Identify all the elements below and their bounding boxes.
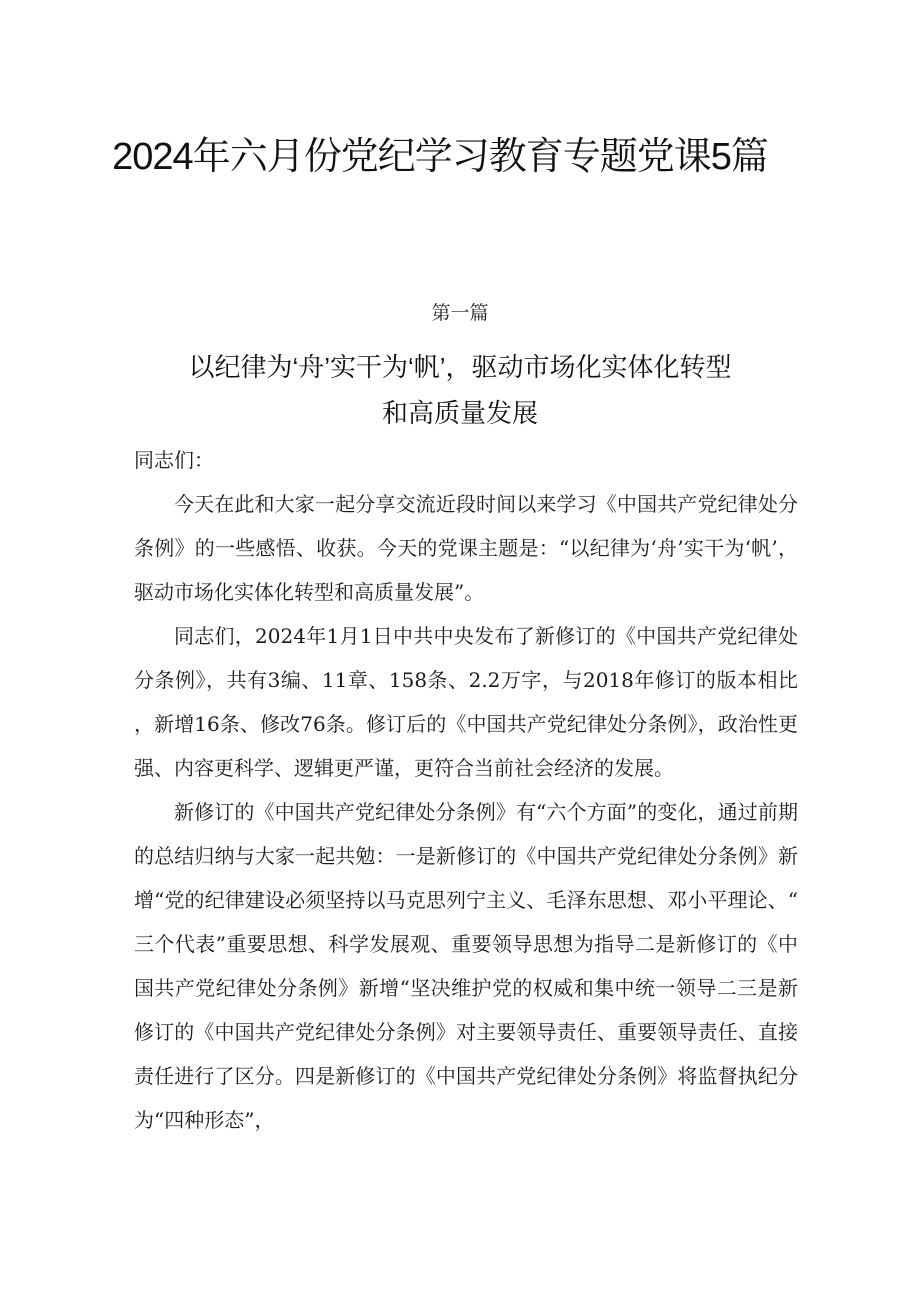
body-text bbox=[134, 438, 798, 1142]
paragraph-regulation-overview: 同志们，2024年1月1日中共中央发布了新修订的《中国共产党纪律处分条例》，共有3编、11章、158条、2.2万字，与2018年修订的版本相比，新增16条、修改76条。修订后的《中国共产党纪律处分条例》，政治性更强、内容更科学、逻辑更严谨，更符合当前社会经济的发展。 bbox=[134, 624, 798, 780]
section-label: 第一篇 bbox=[431, 302, 489, 324]
section-title bbox=[0, 344, 920, 436]
document-title: 2024年六月份党纪学习教育专题党课5篇 bbox=[112, 136, 768, 178]
salutation: 同志们： bbox=[134, 448, 214, 472]
section-title-line-2: 和高质量发展 bbox=[381, 398, 538, 428]
section-title-line-1: 以纪律为‘舟’实干为‘帆’，驱动市场化实体化转型 bbox=[188, 352, 732, 382]
paragraph-six-changes: 新修订的《中国共产党纪律处分条例》有“六个方面”的变化，通过前期的总结归纳与大家一起共勉：一是新修订的《中国共产党纪律处分条例》新增“党的纪律建设必须坚持以马克思列宁主义、毛泽东思想、邓小平理论、“三个代表”重要思想、科学发展观、重要领导思想为指导二是新修订的《中国共产党纪律处分条例》新增“坚决维护党的权威和集中统一领导二三是新修订的《中国共产党纪律处分条例》对主要领导责任、重要领导责任、直接责任进行了区分。四是新修订的《中国共产党纪律处分条例》将监督执纪分为“四种形态”， bbox=[134, 800, 798, 1132]
paragraph-intro: 今天在此和大家一起分享交流近段时间以来学习《中国共产党纪律处分条例》的一些感悟、收获。今天的党课主题是：“以纪律为‘舟’实干为‘帆’，驱动市场化实体化转型和高质量发展”。 bbox=[134, 492, 798, 604]
